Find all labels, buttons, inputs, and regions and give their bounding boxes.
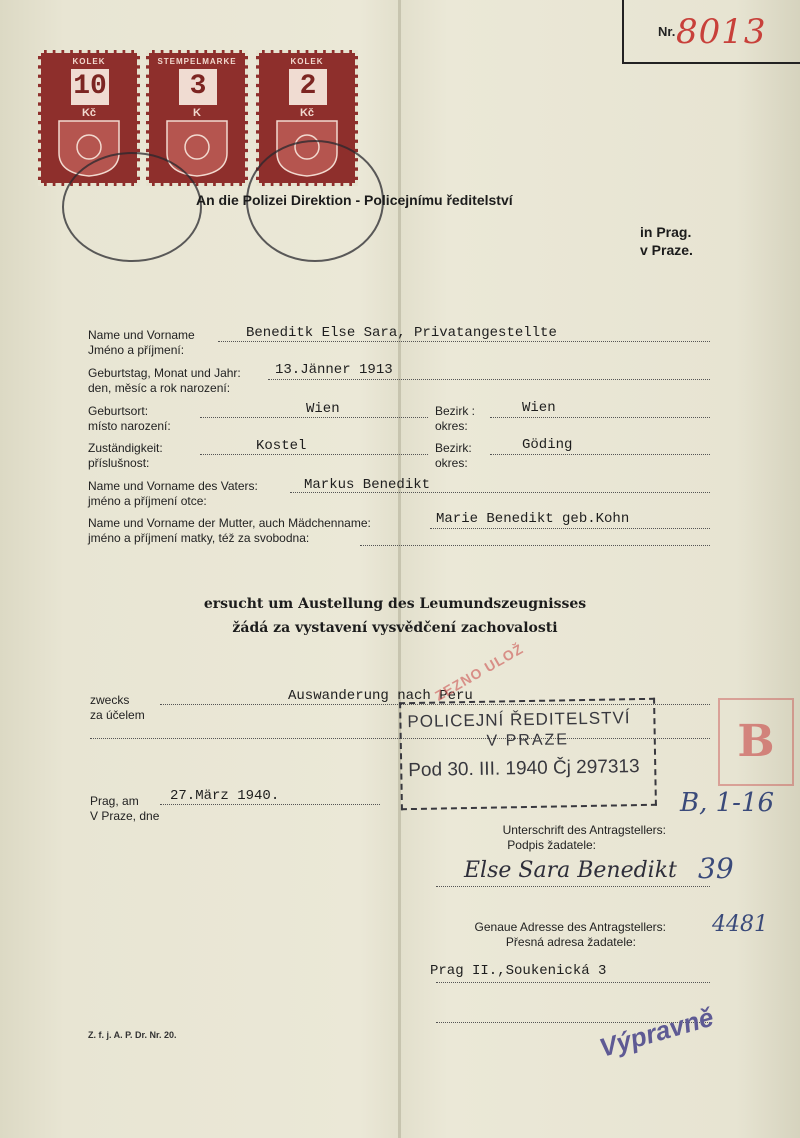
city-de: in Prag.: [640, 224, 692, 240]
birthplace-label-de: Geburtsort:: [88, 404, 149, 418]
mother-label-de: Name und Vorname der Mutter, auch Mädchenname:: [88, 516, 371, 530]
stamp-value: 3: [179, 69, 217, 105]
father-value: Markus Benedikt: [304, 477, 431, 493]
domicile-district-label-de: Bezirk:: [435, 441, 472, 455]
mother-value: Marie Benedikt geb.Kohn: [436, 511, 630, 527]
stamp-currency: Kč: [299, 107, 315, 119]
domicile-dotted-line: [200, 454, 428, 455]
birthplace-value: Wien: [306, 401, 340, 417]
birthdate-value: 13.Jänner 1913: [275, 362, 393, 378]
stamp-caption: KOLEK: [290, 57, 324, 66]
city-cz: v Praze.: [640, 242, 693, 258]
addressee-line: An die Polizei Direktion - Policejnímu ředitelství: [196, 192, 513, 208]
place-label-de: Prag, am: [90, 794, 139, 808]
place-label-cz: V Praze, dne: [90, 809, 160, 823]
birthdate-label-de: Geburtstag, Monat und Jahr:: [88, 366, 241, 380]
number-value: 8013: [676, 12, 767, 52]
name-label-de: Name und Vorname: [88, 328, 195, 342]
name-label-cz: Jméno a příjmení:: [88, 343, 185, 357]
purpose-label-cz: za účelem: [90, 708, 145, 722]
purpose-value: Auswanderung nach Peru: [288, 688, 473, 704]
stamp-currency: Kč: [81, 107, 97, 119]
signature-value: Else Sara Benedikt: [464, 858, 677, 883]
father-label-de: Name und Vorname des Vaters:: [88, 479, 258, 493]
address-value: Prag II.,Soukenická 3: [430, 963, 607, 979]
father-label-cz: jméno a příjmení otce:: [88, 494, 207, 508]
signature-dotted-line: [436, 886, 710, 887]
birthplace-dotted-line: [200, 417, 428, 418]
domicile-district-dotted-line: [490, 454, 710, 455]
address-label-de: Genaue Adresse des Antragstellers:: [474, 920, 666, 934]
stamp-caption: KOLEK: [72, 57, 106, 66]
birth-district-dotted-line: [490, 417, 710, 418]
address-label-cz: Přesná adresa žadatele:: [505, 935, 636, 949]
received-stamp: [399, 698, 657, 810]
handwritten-note: B, 1-16: [680, 788, 775, 818]
domicile-district-label-cz: okres:: [435, 456, 468, 470]
birthplace-label-cz: místo narození:: [88, 419, 171, 433]
stamp-value: 2: [289, 69, 327, 105]
stamp-caption: STEMPELMARKE: [157, 57, 237, 66]
purpose-label-de: zwecks: [90, 693, 130, 707]
received-stamp-city: V PRAZE: [486, 731, 570, 750]
request-line-de: ersucht um Austellung des Leumundszeugnisses: [203, 596, 587, 612]
received-stamp-office: POLICEJNÍ ŘEDITELSTVÍ: [407, 708, 631, 732]
mother-dotted-line-2: [360, 545, 710, 546]
domicile-label-de: Zuständigkeit:: [88, 441, 163, 455]
page-fold: [398, 0, 401, 1138]
side-letter-stamp: B: [718, 698, 794, 786]
date-value: 27.März 1940.: [170, 788, 280, 804]
signature-label-de: Unterschrift des Antragstellers:: [502, 823, 666, 837]
birth-district-label-cz: okres:: [435, 419, 468, 433]
name-dotted-line: [218, 341, 710, 342]
dispatch-stamp: Výpravně: [596, 1001, 717, 1063]
mother-dotted-line: [430, 528, 710, 529]
mother-label-cz: jméno a příjmení matky, též za svobodna:: [88, 531, 310, 545]
date-dotted-line: [160, 804, 380, 805]
domicile-label-cz: příslušnost:: [88, 456, 150, 470]
request-line-cz: žádá za vystavení vysvědčení zachovalosti: [232, 620, 558, 636]
signature-label-cz: Podpis žadatele:: [507, 838, 596, 852]
domicile-value: Kostel: [256, 438, 307, 454]
number-label: Nr.: [658, 24, 676, 39]
birthdate-label-cz: den, měsíc a rok narození:: [88, 381, 231, 395]
stamp-currency: K: [193, 107, 201, 119]
address-dotted-line: [436, 982, 710, 983]
received-stamp-date: Pod 30. III. 1940 Čj 297313: [408, 756, 640, 782]
diagonal-red-stamp: ZEZNO ULOŽ: [432, 640, 527, 704]
handwritten-number-2: 4481: [712, 912, 768, 937]
birthdate-dotted-line: [268, 379, 710, 380]
birth-district-value: Wien: [522, 400, 556, 416]
stamp-value: 10: [71, 69, 109, 105]
domicile-district-value: Göding: [522, 437, 573, 453]
form-code: Z. f. j. A. P. Dr. Nr. 20.: [88, 1030, 177, 1040]
cancellation-postmark: [62, 152, 202, 262]
handwritten-number-1: 39: [698, 852, 734, 885]
birth-district-label-de: Bezirk :: [435, 404, 476, 418]
name-value: Beneditk Else Sara, Privatangestellte: [246, 325, 557, 341]
